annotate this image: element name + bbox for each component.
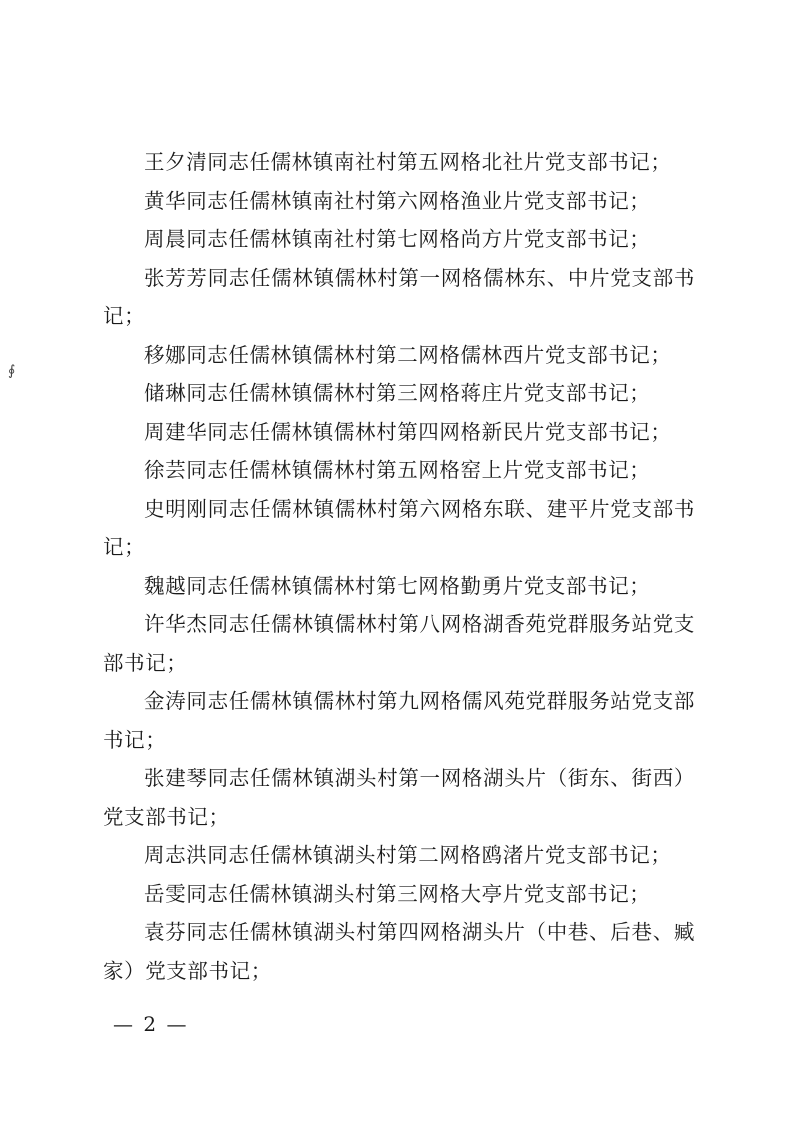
paragraph: 徐芸同志任儒林镇儒林村第五网格窑上片党支部书记； <box>144 458 651 482</box>
paragraph: 王夕清同志任儒林镇南社村第五网格北社片党支部书记； <box>144 150 672 174</box>
paragraph: 储琳同志任儒林镇儒林村第三网格蒋庄片党支部书记； <box>144 381 651 405</box>
paragraph: 许华杰同志任儒林镇儒林村第八网格湖香苑党群服务站党支部书记； <box>103 612 695 675</box>
paragraph: 魏越同志任儒林镇儒林村第七网格勤勇片党支部书记； <box>144 573 651 598</box>
paragraph: 周志洪同志任儒林镇湖头村第二网格鸥渚片党支部书记； <box>144 843 672 867</box>
paragraph: 岳雯同志任儒林镇湖头村第三网格大亭片党支部书记； <box>144 881 651 906</box>
paragraph: 张建琴同志任儒林镇湖头村第一网格湖头片（街东、街西）党支部书记； <box>103 766 695 829</box>
paragraph: 袁芬同志任儒林镇湖头村第四网格湖头片（中巷、后巷、臧家）党支部书记； <box>103 920 695 983</box>
document-body <box>103 143 695 990</box>
paragraph: 周建华同志任儒林镇儒林村第四网格新民片党支部书记； <box>144 419 672 444</box>
paragraph: 移娜同志任儒林镇儒林村第二网格儒林西片党支部书记； <box>144 342 672 367</box>
paragraph: 张芳芳同志任儒林镇儒林村第一网格儒林东、中片党支部书记； <box>103 265 695 328</box>
paragraph: 金涛同志任儒林镇儒林村第九网格儒风苑党群服务站党支部书记； <box>103 689 695 752</box>
paragraph: 周晨同志任儒林镇南社村第七网格尚方片党支部书记； <box>144 227 651 251</box>
margin-mark: ∮ <box>8 363 16 379</box>
page-number: — 2 — <box>113 1012 189 1036</box>
paragraph: 史明刚同志任儒林镇儒林村第六网格东联、建平片党支部书记； <box>103 496 695 559</box>
paragraph: 黄华同志任儒林镇南社村第六网格渔业片党支部书记； <box>144 188 651 213</box>
